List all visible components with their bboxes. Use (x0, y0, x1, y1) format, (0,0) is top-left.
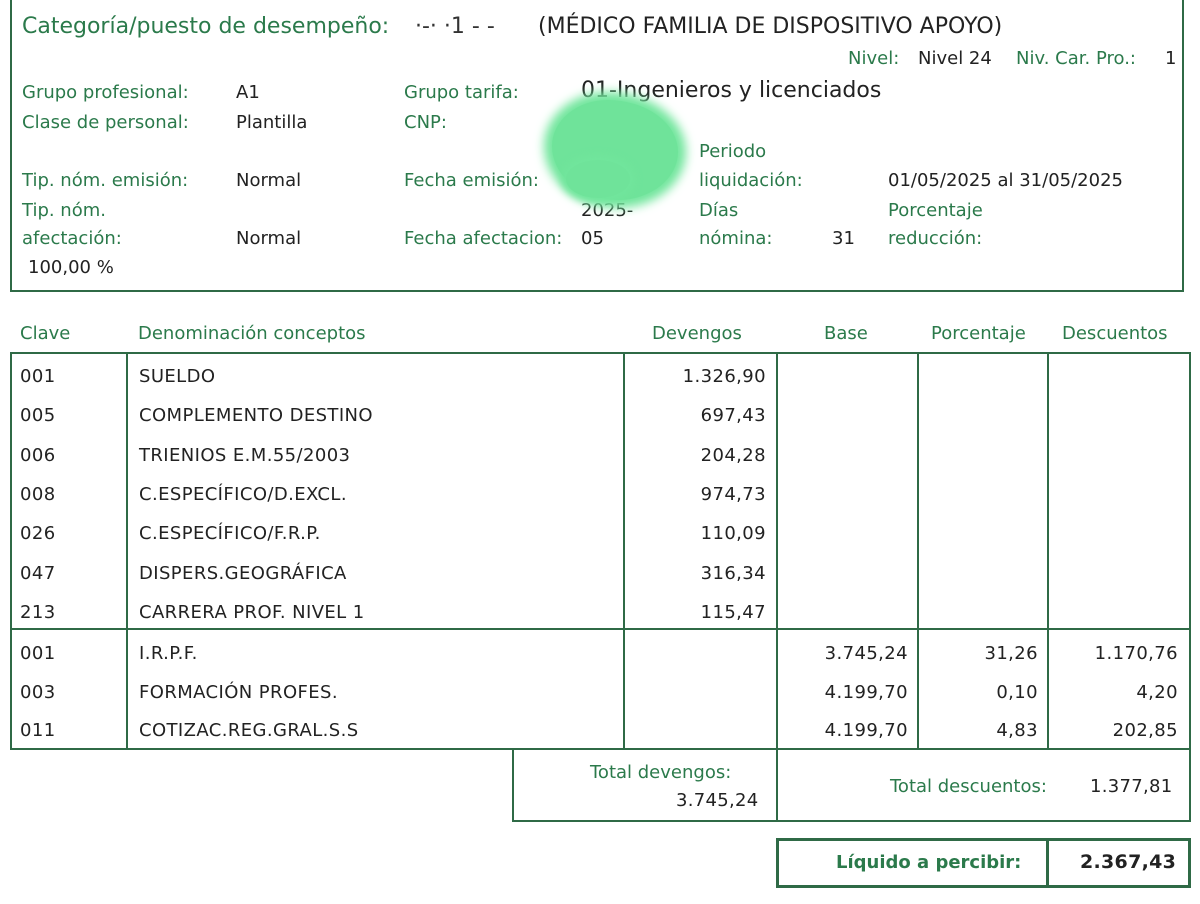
fecha-afect-value-month: 05 (581, 228, 604, 249)
row-concepto: I.R.P.F. (139, 643, 198, 664)
row-devengos: 115,47 (700, 602, 766, 623)
category-value: (MÉDICO FAMILIA DE DISPOSITIVO APOYO) (538, 14, 1003, 39)
row-concepto: C.ESPECÍFICO/F.R.P. (139, 523, 321, 544)
row-devengos: 316,34 (700, 563, 766, 584)
col-base: Base (824, 323, 868, 344)
redaction-mark-tail (566, 160, 630, 198)
row-clave: 008 (20, 484, 56, 505)
dias-value: 31 (832, 228, 855, 249)
periodo-label: Periodo (699, 141, 767, 162)
row-devengos: 974,73 (700, 484, 766, 505)
row-devengos: 110,09 (700, 523, 766, 544)
row-clave: 026 (20, 523, 56, 544)
periodo-value: 01/05/2025 al 31/05/2025 (888, 170, 1123, 191)
fecha-emision-label: Fecha emisión: (404, 170, 539, 191)
col-porcentaje: Porcentaje (931, 323, 1026, 344)
tip-nom-emision-value: Normal (236, 170, 302, 191)
niv-car-value: 1 (1165, 48, 1177, 69)
row-porcentaje: 4,83 (996, 720, 1038, 741)
row-base: 4.199,70 (824, 720, 908, 741)
total-descuentos-value: 1.377,81 (1090, 776, 1173, 797)
row-clave: 006 (20, 445, 56, 466)
row-devengos: 1.326,90 (682, 366, 766, 387)
row-descuentos: 1.170,76 (1094, 643, 1178, 664)
nomina-label: nómina: (699, 228, 773, 249)
col-divider-4 (917, 352, 919, 750)
porcentaje-red-label: Porcentaje (888, 200, 983, 221)
row-clave: 213 (20, 602, 56, 623)
row-devengos: 204,28 (700, 445, 766, 466)
nivel-label: Nivel: (848, 48, 900, 69)
row-base: 3.745,24 (824, 643, 908, 664)
row-devengos: 697,43 (700, 405, 766, 426)
liquido-divider (1046, 838, 1049, 888)
row-clave: 001 (20, 643, 56, 664)
col-divider-2 (623, 352, 625, 750)
afectacion-label: afectación: (22, 228, 122, 249)
fecha-afect-label: Fecha afectacion: (404, 228, 563, 249)
grupo-tarifa-label: Grupo tarifa: (404, 82, 519, 103)
grupo-tarifa-value: 01-Ingenieros y licenciados (581, 78, 882, 103)
row-clave: 047 (20, 563, 56, 584)
row-clave: 001 (20, 366, 56, 387)
col-descuentos: Descuentos (1062, 323, 1168, 344)
liquido-label: Líquido a percibir: (836, 852, 1022, 873)
liquido-value: 2.367,43 (1080, 851, 1177, 873)
row-concepto: COTIZAC.REG.GRAL.S.S (139, 720, 359, 741)
liquidacion-label: liquidación: (699, 170, 803, 191)
tip-nom-afect-label: Tip. nóm. (22, 200, 106, 221)
cnp-label: CNP: (404, 112, 447, 133)
row-concepto: COMPLEMENTO DESTINO (139, 405, 373, 426)
tip-nom-emision-label: Tip. nóm. emisión: (22, 170, 189, 191)
col-devengos: Devengos (652, 323, 742, 344)
row-clave: 005 (20, 405, 56, 426)
porcentaje-red-value: 100,00 % (28, 257, 114, 278)
col-denominacion: Denominación conceptos (138, 323, 366, 344)
grupo-profesional-value: A1 (236, 82, 260, 103)
fecha-afect-value-year: 2025- (581, 200, 634, 221)
row-clave: 011 (20, 720, 56, 741)
dias-label: Días (699, 200, 739, 221)
tip-nom-afect-value: Normal (236, 228, 302, 249)
category-label: Categoría/puesto de desempeño: (22, 14, 390, 39)
total-devengos-label: Total devengos: (590, 762, 732, 783)
col-divider-3 (776, 352, 778, 750)
nivel-value: Nivel 24 (918, 48, 992, 69)
col-clave: Clave (20, 323, 71, 344)
row-concepto: CARRERA PROF. NIVEL 1 (139, 602, 365, 623)
row-porcentaje: 0,10 (996, 682, 1038, 703)
col-divider-5 (1047, 352, 1049, 750)
total-descuentos-label: Total descuentos: (890, 776, 1047, 797)
section-divider (10, 628, 1191, 630)
row-porcentaje: 31,26 (984, 643, 1038, 664)
col-divider-1 (126, 352, 128, 750)
row-concepto: DISPERS.GEOGRÁFICA (139, 563, 347, 584)
row-descuentos: 202,85 (1112, 720, 1178, 741)
row-base: 4.199,70 (824, 682, 908, 703)
niv-car-label: Niv. Car. Pro.: (1016, 48, 1136, 69)
clase-personal-value: Plantilla (236, 112, 308, 133)
row-concepto: TRIENIOS E.M.55/2003 (139, 445, 351, 466)
row-clave: 003 (20, 682, 56, 703)
row-concepto: FORMACIÓN PROFES. (139, 682, 338, 703)
row-concepto: SUELDO (139, 366, 216, 387)
category-code: ·-· ·1 - - (415, 14, 495, 39)
row-concepto: C.ESPECÍFICO/D.EXCL. (139, 484, 347, 505)
grupo-profesional-label: Grupo profesional: (22, 82, 189, 103)
clase-personal-label: Clase de personal: (22, 112, 189, 133)
total-devengos-value: 3.745,24 (676, 790, 759, 811)
reduccion-label: reducción: (888, 228, 983, 249)
row-descuentos: 4,20 (1136, 682, 1178, 703)
